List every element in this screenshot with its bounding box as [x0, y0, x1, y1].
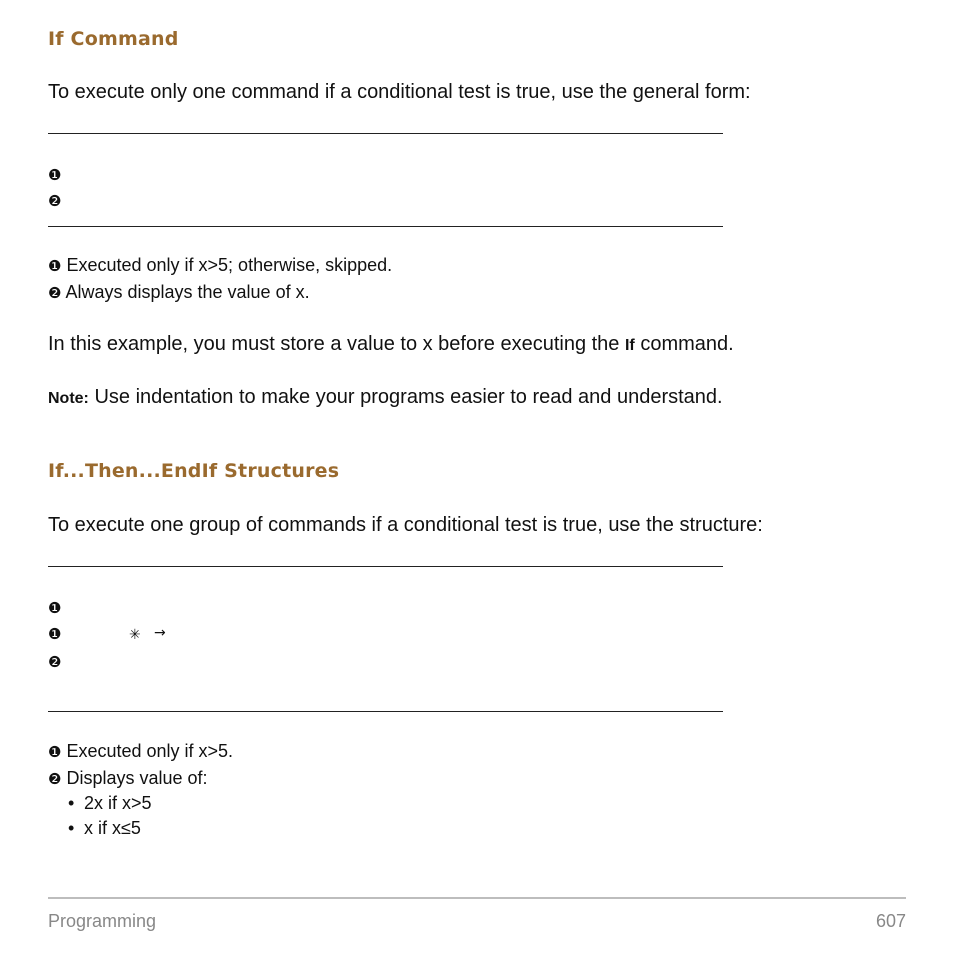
bullet-text-1: 2x if x>5 [84, 793, 152, 813]
callout-note-2 [48, 281, 310, 304]
callout-marker-2: ❷ [48, 284, 62, 302]
example-paragraph [48, 332, 734, 358]
section-intro-2: To execute one group of commands if a conditional test is true, use the structure: [48, 514, 763, 536]
section-heading-if-then-endif: If...Then...EndIf Structures [48, 460, 340, 482]
callout-note-3 [48, 740, 233, 763]
callout-marker-4: ❷ [48, 770, 62, 788]
code-marker-b: ❶ [48, 625, 62, 643]
callout-marker-3: ❶ [48, 743, 62, 761]
note-paragraph [48, 385, 723, 411]
section-heading-if-command: If Command [48, 28, 179, 50]
code-box-top-rule [48, 133, 723, 134]
section-intro: To execute only one command if a conditional test is true, use the general form: [48, 81, 751, 103]
note-text: Use indentation to make your programs easier to read and understand. [88, 386, 723, 408]
store-arrow-icon: → [154, 625, 166, 641]
callout-text-2: Always displays the value of x. [61, 282, 310, 302]
bullet-text-2: x if x≤5 [84, 818, 141, 838]
callout-text-3: Executed only if x>5. [61, 741, 234, 761]
callout-marker-1: ❶ [48, 257, 62, 275]
list-item [68, 817, 141, 839]
callout-note-1 [48, 254, 392, 277]
footer-page-number: 607 [875, 911, 906, 931]
footer-rule [48, 897, 906, 899]
code-box-top-rule-2 [48, 566, 723, 567]
note-label: Note: [48, 390, 89, 407]
bullet-icon: • [68, 793, 75, 813]
example-command-name: If [624, 337, 635, 354]
footer-section-name: Programming [48, 911, 157, 931]
list-item [68, 792, 152, 814]
example-text-post: command. [634, 333, 734, 355]
multiply-glyph-icon: ✳ [129, 627, 141, 643]
code-marker-c: ❷ [48, 653, 62, 671]
callout-text-1: Executed only if x>5; otherwise, skipped. [61, 255, 393, 275]
code-box-bottom-rule [48, 226, 723, 227]
example-text-pre: In this example, you must store a value to x before executing the [48, 333, 625, 355]
callout-text-4: Displays value of: [61, 768, 208, 788]
callout-note-4 [48, 767, 208, 790]
code-marker-1: ❶ [48, 166, 62, 184]
code-marker-2: ❷ [48, 192, 62, 210]
code-marker-a: ❶ [48, 599, 62, 617]
bullet-icon: • [68, 818, 75, 838]
code-box-bottom-rule-2 [48, 711, 723, 712]
